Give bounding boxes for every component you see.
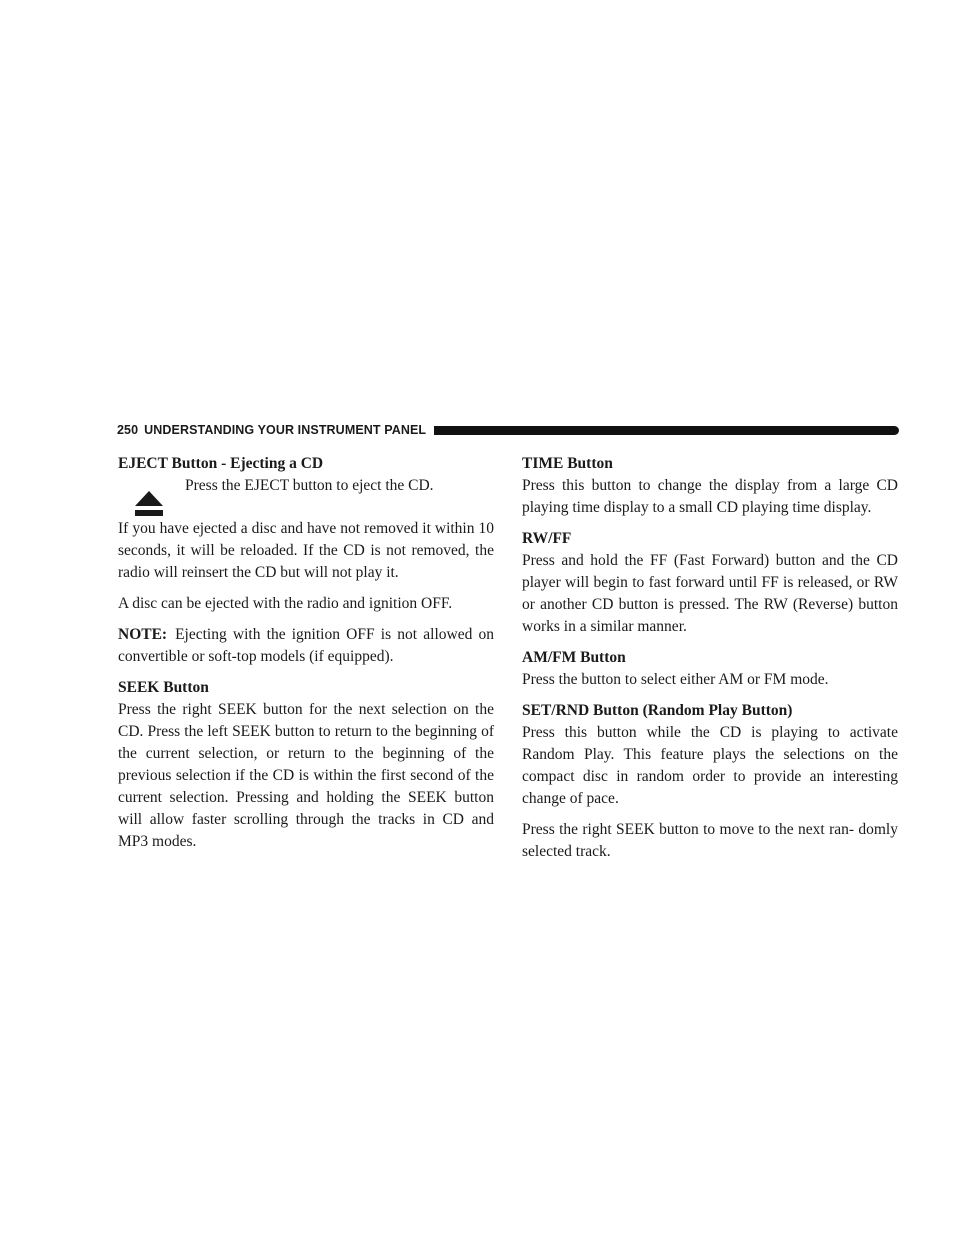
header-rule	[434, 426, 899, 435]
eject-instruction: Press the EJECT button to eject the CD.	[185, 477, 434, 494]
eject-icon	[135, 491, 163, 517]
eject-paragraph-1: If you have ejected a disc and have not removed it within 10 seconds, it will be reloaded. If the CD is not removed, the radio will reinsert the CD but will not play it.	[118, 520, 494, 581]
note-label: NOTE:	[118, 626, 168, 643]
time-paragraph: Press this button to change the display from a large CD playing time display to a small CD playing time display.	[522, 477, 898, 516]
setrnd-paragraph-2: Press the right SEEK button to move to the next ran- domly selected track.	[522, 821, 898, 860]
page-number: 250	[117, 423, 139, 437]
amfm-section	[522, 647, 898, 691]
time-heading: TIME Button	[522, 455, 613, 472]
left-column	[118, 453, 494, 862]
eject-heading: EJECT Button - Ejecting a CD	[118, 455, 324, 472]
seek-heading: SEEK Button	[118, 679, 209, 696]
amfm-paragraph: Press the button to select either AM or FM mode.	[522, 671, 829, 688]
setrnd-section	[522, 700, 898, 863]
page-header	[117, 422, 899, 438]
amfm-heading: AM/FM Button	[522, 649, 626, 666]
rwff-section	[522, 528, 898, 638]
section-title: UNDERSTANDING YOUR INSTRUMENT PANEL	[144, 423, 427, 437]
note-text: Ejecting with the ignition OFF is not allowed on convertible or soft-top models (if equipped).	[118, 626, 494, 665]
time-section	[522, 453, 898, 519]
setrnd-heading: SET/RND Button (Random Play Button)	[522, 702, 793, 719]
eject-paragraph-2: A disc can be ejected with the radio and ignition OFF.	[118, 595, 453, 612]
rwff-paragraph: Press and hold the FF (Fast Forward) button and the CD player will begin to fast forward until FF is released, or RW or another CD button is pressed. The RW (Reverse) button works in a similar manner.	[522, 552, 898, 635]
eject-section	[118, 453, 494, 668]
rwff-heading: RW/FF	[522, 530, 572, 547]
eject-instruction-row	[118, 475, 494, 518]
eject-note	[118, 624, 494, 668]
seek-paragraph: Press the right SEEK button for the next selection on the CD. Press the left SEEK button to return to the beginning of the current selection, or return to the beginning of the previous selection if the CD is within the first second of the current selection. Pressing and holding the SEEK button will allow faster scrolling through the tracks in CD and MP3 modes.	[118, 701, 494, 850]
setrnd-paragraph-1: Press this button while the CD is playing to activate Random Play. This feature plays the selections on the compact disc in random order to provide an interesting change of pace.	[522, 724, 898, 807]
right-column	[522, 453, 898, 872]
seek-section	[118, 677, 494, 853]
